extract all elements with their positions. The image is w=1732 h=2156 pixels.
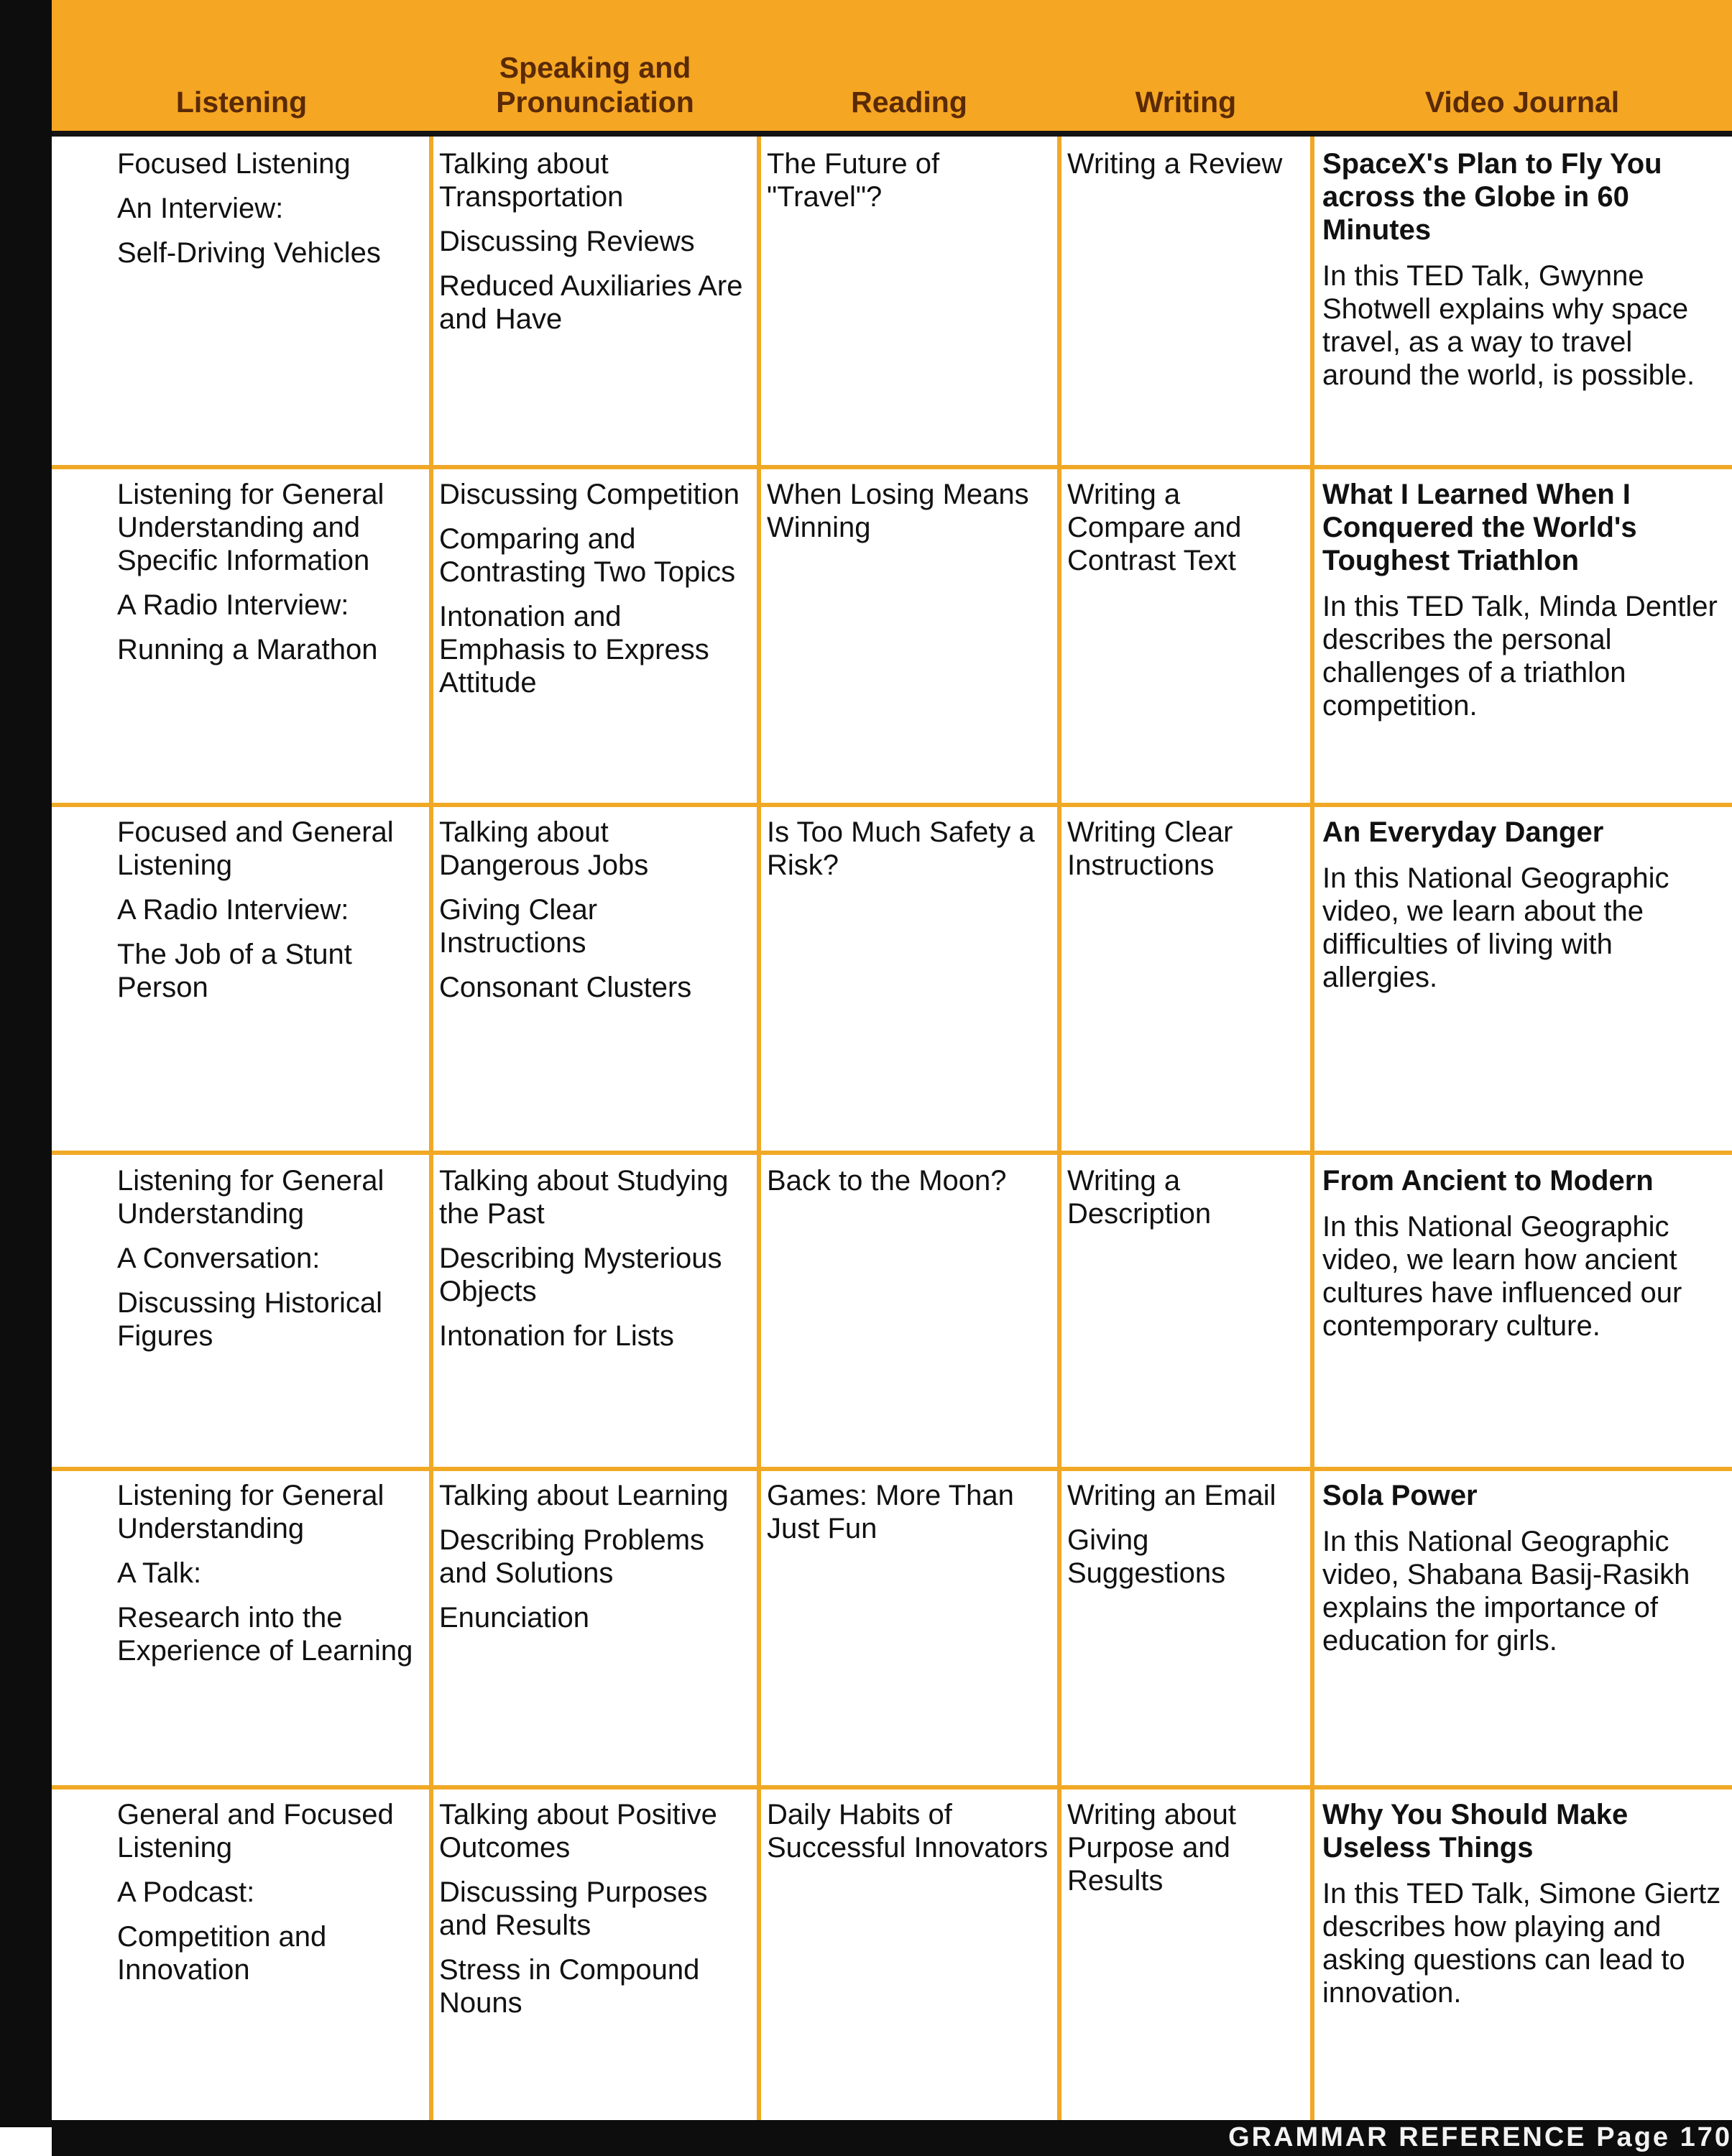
- pronunciation-point: Stress in Compound Nouns: [439, 1954, 700, 2019]
- table-row-3-video: [1322, 816, 1721, 1005]
- table-row-4-reading: [767, 1164, 1051, 1209]
- video-title: SpaceX's Plan to Fly You across the Globe in 60 Minutes: [1322, 148, 1662, 246]
- table-row-4-writing: [1067, 1164, 1304, 1242]
- writing-task: Writing a Description: [1067, 1165, 1212, 1230]
- speaking-function: Describing Mysterious Objects: [439, 1243, 722, 1307]
- table-row-6-speaking: [439, 1798, 748, 2031]
- listening-topic: The Job of a Stunt Person: [117, 939, 352, 1003]
- listening-topic: Running a Marathon: [117, 634, 378, 665]
- column-divider: [757, 137, 761, 2120]
- column-divider: [1310, 137, 1314, 2120]
- table-row-6-video: [1322, 1798, 1721, 2021]
- header-listening: Listening: [175, 86, 308, 119]
- listening-format: A Conversation:: [117, 1243, 321, 1274]
- speaking-function: Discussing Reviews: [439, 226, 695, 257]
- skill-focus: Listening for General Understanding: [117, 1480, 384, 1544]
- row-divider: [52, 1785, 1732, 1789]
- skill-focus: Listening for General Understanding: [117, 1165, 384, 1230]
- writing-task: Writing a Review: [1067, 148, 1283, 180]
- table-row-2-video: [1322, 478, 1721, 734]
- writing-task: Writing an Email: [1067, 1480, 1276, 1511]
- column-divider: [1057, 137, 1061, 2120]
- table-row-5-listening: [117, 1479, 419, 1679]
- listening-format: An Interview:: [117, 193, 284, 224]
- listening-format: A Radio Interview:: [117, 894, 349, 926]
- table-header: [52, 0, 1732, 137]
- table-row-5-video: [1322, 1479, 1721, 1669]
- table-row-1-speaking: [439, 147, 748, 347]
- speaking-topic: Talking about Dangerous Jobs: [439, 816, 649, 881]
- listening-topic: Competition and Innovation: [117, 1921, 327, 1986]
- row-divider: [52, 1151, 1732, 1155]
- left-edge-bar: [0, 0, 52, 2127]
- footer-bar: [52, 2120, 1732, 2156]
- table-row-1-video: [1322, 147, 1721, 403]
- table-row-5-reading: [767, 1479, 1051, 1557]
- reading-title: When Losing Means Winning: [767, 479, 1029, 543]
- table-row-2-listening: [117, 478, 419, 678]
- table-row-4-listening: [117, 1164, 419, 1364]
- video-description: In this TED Talk, Simone Giertz describes how playing and asking questions can lead to innovation.: [1322, 1878, 1721, 2009]
- pronunciation-point: Intonation for Lists: [439, 1320, 674, 1352]
- video-title: Why You Should Make Useless Things: [1322, 1799, 1629, 1864]
- skill-focus: Focused and General Listening: [117, 816, 394, 881]
- video-title: An Everyday Danger: [1322, 816, 1604, 848]
- listening-topic: Discussing Historical Figures: [117, 1287, 382, 1352]
- header-writing: Writing: [1135, 86, 1237, 119]
- table-row-2-writing: [1067, 478, 1304, 589]
- speaking-topic: Discussing Competition: [439, 479, 740, 510]
- listening-format: A Podcast:: [117, 1876, 255, 1908]
- table-row-3-speaking: [439, 816, 748, 1015]
- speaking-topic: Talking about Studying the Past: [439, 1165, 729, 1230]
- reading-title: Daily Habits of Successful Innovators: [767, 1799, 1049, 1864]
- reading-title: Games: More Than Just Fun: [767, 1480, 1014, 1544]
- table-row-4-speaking: [439, 1164, 748, 1364]
- video-description: In this TED Talk, Minda Dentler describes the personal challenges of a triathlon competition.: [1322, 591, 1718, 722]
- table-row-2-reading: [767, 478, 1051, 556]
- header-speaking-pronunciation: Speaking and Pronunciation: [496, 51, 694, 119]
- speaking-function: Comparing and Contrasting Two Topics: [439, 523, 736, 588]
- writing-task: Writing a Compare and Contrast Text: [1067, 479, 1242, 576]
- reading-title: Is Too Much Safety a Risk?: [767, 816, 1035, 881]
- table-row-1-writing: [1067, 147, 1304, 192]
- speaking-function: Giving Clear Instructions: [439, 894, 598, 959]
- listening-format: A Radio Interview:: [117, 589, 349, 621]
- video-title: From Ancient to Modern: [1322, 1165, 1654, 1197]
- skill-focus: General and Focused Listening: [117, 1799, 394, 1864]
- writing-task: Writing about Purpose and Results: [1067, 1799, 1236, 1897]
- table-row-4-video: [1322, 1164, 1721, 1354]
- table-row-6-reading: [767, 1798, 1051, 1876]
- pronunciation-point: Consonant Clusters: [439, 972, 692, 1003]
- speaking-topic: Talking about Learning: [439, 1480, 729, 1511]
- listening-topic: Research into the Experience of Learning: [117, 1602, 413, 1667]
- writing-function: Giving Suggestions: [1067, 1524, 1226, 1589]
- listening-topic: Self-Driving Vehicles: [117, 237, 381, 269]
- table-row-1-listening: [117, 147, 419, 281]
- table-row-3-listening: [117, 816, 419, 1015]
- row-divider: [52, 465, 1732, 469]
- skill-focus: Focused Listening: [117, 148, 351, 180]
- pronunciation-point: Enunciation: [439, 1602, 590, 1634]
- speaking-topic: Talking about Transportation: [439, 148, 624, 213]
- table-row-1-reading: [767, 147, 1051, 225]
- table-row-2-speaking: [439, 478, 748, 711]
- video-title: What I Learned When I Conquered the World's Toughest Triathlon: [1322, 479, 1637, 576]
- table-row-3-writing: [1067, 816, 1304, 893]
- speaking-function: Describing Problems and Solutions: [439, 1524, 705, 1589]
- reading-title: Back to the Moon?: [767, 1165, 1007, 1197]
- pronunciation-point: Intonation and Emphasis to Express Attitude: [439, 601, 709, 699]
- row-divider: [52, 803, 1732, 807]
- video-description: In this National Geographic video, we learn how ancient cultures have influenced our contemporary culture.: [1322, 1211, 1682, 1342]
- video-description: In this National Geographic video, we learn about the difficulties of living with allergies.: [1322, 862, 1669, 993]
- writing-task: Writing Clear Instructions: [1067, 816, 1233, 881]
- header-reading: Reading: [851, 86, 967, 119]
- table-row-5-speaking: [439, 1479, 748, 1646]
- pronunciation-point: Reduced Auxiliaries Are and Have: [439, 270, 743, 335]
- video-description: In this National Geographic video, Shabana Basij-Rasikh explains the importance of education for girls.: [1322, 1526, 1690, 1657]
- header-video-journal: Video Journal: [1424, 86, 1620, 119]
- table-row-5-writing: [1067, 1479, 1304, 1601]
- video-title: Sola Power: [1322, 1480, 1478, 1511]
- column-divider: [429, 137, 433, 2120]
- table-row-3-reading: [767, 816, 1051, 893]
- footer-page-label: GRAMMAR REFERENCE Page 170: [1228, 2122, 1732, 2152]
- reading-title: The Future of "Travel"?: [767, 148, 940, 213]
- speaking-topic: Talking about Positive Outcomes: [439, 1799, 717, 1864]
- table-row-6-listening: [117, 1798, 419, 1998]
- row-divider: [52, 1467, 1732, 1471]
- speaking-function: Discussing Purposes and Results: [439, 1876, 708, 1941]
- video-description: In this TED Talk, Gwynne Shotwell explains why space travel, as a way to travel around the world, is possible.: [1322, 260, 1695, 391]
- listening-format: A Talk:: [117, 1557, 202, 1589]
- table-row-6-writing: [1067, 1798, 1304, 1909]
- skill-focus: Listening for General Understanding and Specific Information: [117, 479, 384, 576]
